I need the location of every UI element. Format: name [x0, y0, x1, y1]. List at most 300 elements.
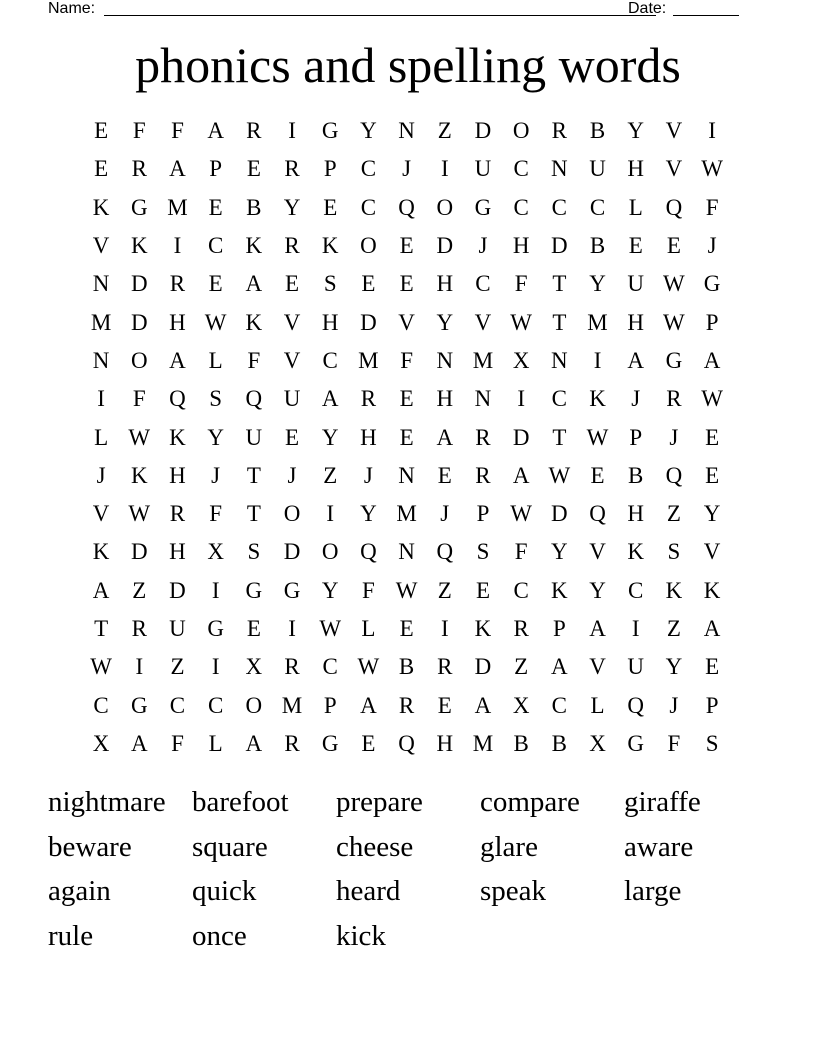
- grid-letter[interactable]: O: [512, 118, 530, 144]
- grid-letter[interactable]: B: [246, 194, 262, 220]
- grid-letter[interactable]: E: [475, 577, 490, 603]
- grid-letter[interactable]: P: [629, 424, 643, 450]
- grid-letter[interactable]: J: [211, 462, 221, 488]
- grid-letter[interactable]: Z: [437, 118, 452, 144]
- grid-letter[interactable]: C: [513, 156, 529, 182]
- grid-letter[interactable]: L: [208, 347, 223, 373]
- grid-letter[interactable]: A: [360, 692, 377, 718]
- grid-letter[interactable]: F: [667, 730, 681, 756]
- grid-letter[interactable]: C: [207, 692, 224, 718]
- grid-letter[interactable]: H: [321, 309, 339, 335]
- grid-letter[interactable]: K: [245, 309, 263, 335]
- grid-letter[interactable]: F: [400, 347, 413, 373]
- grid-letter[interactable]: W: [395, 577, 418, 603]
- grid-letter[interactable]: C: [322, 347, 338, 373]
- grid-letter[interactable]: J: [669, 424, 679, 450]
- grid-letter[interactable]: X: [589, 730, 606, 756]
- grid-letter[interactable]: X: [207, 539, 224, 565]
- grid-letter[interactable]: B: [589, 118, 606, 144]
- grid-letter[interactable]: C: [93, 692, 109, 718]
- grid-letter[interactable]: Z: [437, 577, 452, 603]
- grid-letter[interactable]: N: [92, 347, 110, 373]
- grid-letter[interactable]: Z: [514, 654, 529, 680]
- grid-letter[interactable]: N: [474, 386, 492, 412]
- grid-letter[interactable]: H: [627, 156, 645, 182]
- grid-letter[interactable]: C: [628, 577, 644, 603]
- grid-letter[interactable]: D: [360, 309, 377, 335]
- grid-letter[interactable]: V: [589, 539, 606, 565]
- grid-letter[interactable]: T: [246, 501, 261, 527]
- grid-letter[interactable]: M: [167, 194, 188, 220]
- grid-letter[interactable]: K: [474, 616, 492, 641]
- grid-letter[interactable]: A: [703, 347, 721, 373]
- grid-letter[interactable]: E: [705, 462, 720, 488]
- grid-letter[interactable]: V: [283, 347, 301, 373]
- grid-letter[interactable]: D: [436, 233, 454, 259]
- grid-letter[interactable]: F: [171, 730, 184, 756]
- grid-letter[interactable]: E: [246, 156, 261, 182]
- grid-letter[interactable]: R: [169, 271, 186, 297]
- grid-letter[interactable]: G: [703, 271, 721, 297]
- grid-letter[interactable]: T: [552, 309, 567, 335]
- grid-letter[interactable]: R: [284, 156, 300, 182]
- grid-letter[interactable]: Q: [589, 501, 606, 527]
- grid-letter[interactable]: U: [627, 271, 645, 297]
- grid-letter[interactable]: V: [703, 539, 721, 565]
- grid-letter[interactable]: M: [90, 309, 112, 335]
- grid-letter[interactable]: E: [437, 462, 452, 488]
- grid-letter[interactable]: N: [398, 118, 415, 144]
- grid-letter[interactable]: H: [512, 233, 530, 259]
- grid-letter[interactable]: L: [94, 424, 109, 450]
- grid-letter[interactable]: B: [589, 233, 606, 259]
- grid-letter[interactable]: X: [512, 692, 530, 718]
- grid-letter[interactable]: F: [132, 386, 146, 412]
- grid-row: [82, 457, 731, 495]
- grid-letter[interactable]: E: [323, 194, 338, 220]
- grid-letter[interactable]: E: [437, 692, 452, 718]
- grid-letter[interactable]: V: [474, 309, 492, 335]
- grid-letter[interactable]: K: [92, 539, 110, 565]
- grid-letter[interactable]: C: [551, 194, 568, 220]
- grid-letter[interactable]: X: [92, 730, 110, 756]
- grid-letter[interactable]: H: [627, 501, 645, 527]
- word-list-item: cheese: [336, 830, 414, 863]
- grid-letter[interactable]: C: [513, 194, 529, 220]
- grid-letter[interactable]: U: [589, 156, 606, 182]
- grid-letter[interactable]: P: [705, 692, 719, 718]
- grid-letter[interactable]: I: [211, 654, 220, 680]
- grid-letter[interactable]: D: [474, 118, 492, 144]
- grid-letter[interactable]: Z: [170, 654, 185, 680]
- grid-letter[interactable]: E: [590, 462, 605, 488]
- grid-letter[interactable]: W: [90, 654, 112, 680]
- grid-letter[interactable]: K: [130, 462, 148, 488]
- grid-letter[interactable]: N: [398, 462, 415, 488]
- grid-letter[interactable]: D: [130, 309, 148, 335]
- grid-letter[interactable]: I: [593, 347, 602, 373]
- grid-letter[interactable]: F: [132, 118, 146, 144]
- grid-letter[interactable]: R: [513, 616, 529, 641]
- grid-letter[interactable]: H: [627, 309, 645, 335]
- grid-letter[interactable]: G: [245, 577, 263, 603]
- grid-letter[interactable]: I: [440, 156, 449, 182]
- grid-letter[interactable]: J: [631, 386, 641, 412]
- grid-letter[interactable]: A: [207, 118, 224, 144]
- grid-letter[interactable]: I: [440, 616, 449, 641]
- grid-letter[interactable]: Y: [283, 194, 301, 220]
- grid-letter[interactable]: J: [478, 233, 488, 259]
- grid-letter[interactable]: K: [169, 424, 186, 450]
- grid-letter[interactable]: V: [398, 309, 415, 335]
- grid-letter[interactable]: C: [589, 194, 606, 220]
- grid-letter[interactable]: C: [169, 692, 186, 718]
- grid-letter[interactable]: J: [363, 462, 373, 488]
- grid-row: [82, 342, 731, 380]
- grid-letter[interactable]: W: [128, 501, 151, 527]
- grid-letter[interactable]: M: [472, 730, 494, 756]
- grid-letter[interactable]: E: [399, 233, 414, 259]
- grid-letter[interactable]: K: [627, 539, 645, 565]
- grid-letter[interactable]: C: [322, 654, 338, 680]
- grid-letter[interactable]: A: [169, 347, 186, 373]
- grid-letter[interactable]: B: [513, 730, 529, 756]
- grid-letter[interactable]: O: [321, 539, 339, 565]
- grid-letter[interactable]: W: [510, 501, 533, 527]
- grid-letter[interactable]: Z: [666, 616, 681, 641]
- grid-letter[interactable]: A: [436, 424, 454, 450]
- grid-letter[interactable]: I: [97, 386, 105, 412]
- grid-letter[interactable]: G: [474, 194, 492, 220]
- grid-letter[interactable]: E: [94, 118, 109, 144]
- grid-letter[interactable]: A: [245, 730, 263, 756]
- grid-letter[interactable]: N: [551, 156, 568, 182]
- grid-letter[interactable]: T: [552, 424, 567, 450]
- grid-letter[interactable]: W: [319, 616, 342, 641]
- grid-letter[interactable]: D: [551, 501, 568, 527]
- grid-letter[interactable]: D: [169, 577, 186, 603]
- grid-letter[interactable]: K: [589, 386, 606, 412]
- grid-letter[interactable]: S: [323, 271, 337, 297]
- grid-letter[interactable]: F: [705, 194, 719, 220]
- grid-letter[interactable]: R: [398, 692, 415, 718]
- grid-letter[interactable]: H: [169, 539, 186, 565]
- grid-letter[interactable]: K: [92, 194, 110, 220]
- grid-letter[interactable]: D: [130, 539, 148, 565]
- grid-letter[interactable]: D: [512, 424, 530, 450]
- grid-letter[interactable]: C: [207, 233, 224, 259]
- grid-letter[interactable]: V: [665, 118, 683, 144]
- grid-letter[interactable]: B: [628, 462, 644, 488]
- grid-letter[interactable]: S: [209, 386, 223, 412]
- grid-letter[interactable]: M: [358, 347, 379, 373]
- grid-letter[interactable]: G: [321, 730, 339, 756]
- grid-letter[interactable]: W: [128, 424, 151, 450]
- grid-row: [82, 265, 731, 303]
- grid-letter[interactable]: Q: [169, 386, 186, 412]
- grid-letter[interactable]: C: [360, 194, 377, 220]
- grid-letter[interactable]: A: [130, 730, 148, 756]
- grid-letter[interactable]: W: [204, 309, 227, 335]
- grid-letter[interactable]: F: [514, 271, 528, 297]
- grid-letter[interactable]: A: [245, 271, 263, 297]
- grid-letter[interactable]: R: [666, 386, 682, 412]
- grid-letter[interactable]: E: [399, 386, 414, 412]
- grid-letter[interactable]: G: [130, 692, 148, 718]
- grid-letter[interactable]: S: [247, 539, 261, 565]
- grid-letter[interactable]: F: [514, 539, 528, 565]
- grid-letter[interactable]: Y: [665, 654, 683, 680]
- grid-letter[interactable]: V: [92, 233, 110, 259]
- grid-letter[interactable]: R: [475, 424, 491, 450]
- grid-letter[interactable]: F: [247, 347, 261, 373]
- grid-letter[interactable]: E: [361, 730, 376, 756]
- grid-letter[interactable]: N: [398, 539, 415, 565]
- grid-letter[interactable]: H: [169, 462, 186, 488]
- grid-letter[interactable]: O: [245, 692, 263, 718]
- grid-row: [82, 227, 731, 265]
- grid-letter[interactable]: J: [440, 501, 450, 527]
- grid-letter[interactable]: P: [705, 309, 719, 335]
- grid-letter[interactable]: M: [396, 501, 417, 527]
- grid-letter[interactable]: O: [436, 194, 454, 220]
- grid-letter[interactable]: R: [284, 654, 300, 680]
- grid-letter[interactable]: W: [663, 271, 685, 297]
- grid-letter[interactable]: J: [287, 462, 297, 488]
- grid-letter[interactable]: H: [169, 309, 186, 335]
- grid-row: [82, 112, 731, 150]
- grid-letter[interactable]: Q: [665, 194, 683, 220]
- grid-letter[interactable]: Y: [589, 577, 606, 603]
- grid-letter[interactable]: R: [169, 501, 186, 527]
- grid-letter[interactable]: G: [321, 118, 339, 144]
- grid-letter[interactable]: H: [360, 424, 377, 450]
- grid-letter[interactable]: Z: [666, 501, 681, 527]
- grid-letter[interactable]: F: [209, 501, 223, 527]
- grid-letter[interactable]: N: [92, 271, 110, 297]
- grid-letter[interactable]: J: [96, 462, 106, 488]
- grid-letter[interactable]: W: [510, 309, 533, 335]
- grid-letter[interactable]: I: [211, 577, 220, 603]
- grid-letter[interactable]: F: [362, 577, 375, 603]
- grid-letter[interactable]: Q: [398, 730, 415, 756]
- grid-letter[interactable]: H: [436, 730, 454, 756]
- grid-letter[interactable]: G: [627, 730, 645, 756]
- grid-letter[interactable]: D: [474, 654, 492, 680]
- grid-letter[interactable]: G: [665, 347, 683, 373]
- grid-letter[interactable]: P: [209, 156, 223, 182]
- grid-letter[interactable]: Y: [551, 539, 568, 565]
- grid-letter[interactable]: W: [663, 309, 685, 335]
- grid-letter[interactable]: N: [436, 347, 454, 373]
- grid-letter[interactable]: X: [245, 654, 263, 680]
- grid-letter[interactable]: O: [360, 233, 377, 259]
- grid-letter[interactable]: W: [586, 424, 609, 450]
- grid-letter[interactable]: Y: [436, 309, 454, 335]
- grid-letter[interactable]: R: [360, 386, 377, 412]
- grid-letter[interactable]: C: [513, 577, 529, 603]
- grid-letter[interactable]: Z: [132, 577, 147, 603]
- grid-letter[interactable]: G: [130, 194, 148, 220]
- grid-letter[interactable]: Q: [245, 386, 263, 412]
- grid-letter[interactable]: K: [551, 577, 568, 603]
- grid-row: [82, 150, 731, 188]
- grid-letter[interactable]: V: [283, 309, 301, 335]
- grid-letter[interactable]: P: [323, 692, 337, 718]
- grid-letter[interactable]: Q: [360, 539, 377, 565]
- grid-letter[interactable]: K: [321, 233, 339, 259]
- date-line[interactable]: [673, 15, 739, 16]
- grid-row: [82, 533, 731, 571]
- grid-letter[interactable]: A: [321, 386, 339, 412]
- grid-letter[interactable]: U: [169, 616, 186, 641]
- grid-letter[interactable]: I: [135, 654, 144, 680]
- grid-letter[interactable]: K: [245, 233, 263, 259]
- grid-letter[interactable]: P: [552, 616, 566, 641]
- grid-letter[interactable]: A: [512, 462, 530, 488]
- grid-letter[interactable]: P: [323, 156, 337, 182]
- grid-letter[interactable]: W: [357, 654, 380, 680]
- grid-letter[interactable]: Y: [360, 501, 377, 527]
- grid-letter[interactable]: R: [551, 118, 568, 144]
- grid-letter[interactable]: Z: [323, 462, 338, 488]
- grid-letter[interactable]: N: [551, 347, 568, 373]
- grid-letter[interactable]: E: [705, 654, 720, 680]
- grid-letter[interactable]: R: [284, 233, 300, 259]
- grid-letter[interactable]: I: [288, 118, 296, 144]
- grid-letter[interactable]: O: [283, 501, 301, 527]
- grid-letter[interactable]: Q: [436, 539, 454, 565]
- grid-letter[interactable]: E: [208, 271, 223, 297]
- name-line[interactable]: [104, 15, 656, 16]
- grid-letter[interactable]: Y: [321, 424, 339, 450]
- grid-letter[interactable]: D: [130, 271, 148, 297]
- grid-letter[interactable]: H: [436, 271, 454, 297]
- grid-letter[interactable]: Q: [398, 194, 415, 220]
- grid-letter[interactable]: S: [476, 539, 490, 565]
- grid-letter[interactable]: J: [707, 233, 717, 259]
- grid-letter[interactable]: S: [705, 730, 719, 756]
- grid-letter[interactable]: E: [666, 233, 681, 259]
- grid-letter[interactable]: D: [551, 233, 568, 259]
- grid-letter[interactable]: U: [627, 654, 645, 680]
- grid-letter[interactable]: I: [326, 501, 335, 527]
- grid-letter[interactable]: E: [361, 271, 376, 297]
- grid-letter[interactable]: R: [284, 730, 300, 756]
- grid-letter[interactable]: Y: [360, 118, 377, 144]
- grid-letter[interactable]: E: [246, 616, 261, 641]
- grid-letter[interactable]: V: [589, 654, 606, 680]
- grid-letter[interactable]: U: [283, 386, 301, 412]
- grid-letter[interactable]: R: [131, 156, 147, 182]
- grid-letter[interactable]: Y: [703, 501, 721, 527]
- grid-letter[interactable]: W: [548, 462, 571, 488]
- grid-letter[interactable]: Q: [627, 692, 645, 718]
- grid-letter[interactable]: J: [402, 156, 412, 182]
- grid-letter[interactable]: A: [92, 577, 110, 603]
- grid-letter[interactable]: E: [285, 271, 300, 297]
- grid-letter[interactable]: E: [628, 233, 643, 259]
- grid-letter[interactable]: B: [398, 654, 415, 680]
- grid-letter[interactable]: E: [399, 616, 414, 641]
- grid-letter[interactable]: C: [551, 386, 568, 412]
- grid-letter[interactable]: E: [399, 271, 414, 297]
- grid-letter[interactable]: K: [665, 577, 683, 603]
- grid-letter[interactable]: R: [475, 462, 491, 488]
- grid-letter[interactable]: I: [288, 616, 296, 641]
- grid-letter[interactable]: R: [131, 616, 147, 641]
- grid-letter[interactable]: K: [703, 577, 721, 603]
- grid-letter[interactable]: W: [701, 156, 723, 182]
- grid-letter[interactable]: V: [665, 156, 683, 182]
- grid-letter[interactable]: G: [283, 577, 301, 603]
- grid-letter[interactable]: L: [208, 730, 223, 756]
- grid-letter[interactable]: F: [171, 118, 184, 144]
- grid-letter[interactable]: Y: [589, 271, 606, 297]
- grid-letter[interactable]: Y: [207, 424, 224, 450]
- grid-letter[interactable]: E: [705, 424, 720, 450]
- grid-letter[interactable]: B: [551, 730, 568, 756]
- grid-row: [82, 686, 731, 724]
- grid-letter[interactable]: L: [361, 616, 376, 641]
- grid-letter[interactable]: A: [627, 347, 645, 373]
- grid-letter[interactable]: I: [173, 233, 182, 259]
- grid-letter[interactable]: R: [246, 118, 262, 144]
- grid-letter[interactable]: A: [703, 616, 721, 641]
- grid-letter[interactable]: H: [436, 386, 454, 412]
- grid-letter[interactable]: X: [512, 347, 530, 373]
- grid-letter[interactable]: T: [552, 271, 567, 297]
- grid-letter[interactable]: J: [669, 692, 679, 718]
- grid-letter[interactable]: U: [474, 156, 492, 182]
- grid-letter[interactable]: E: [94, 156, 109, 182]
- grid-letter[interactable]: K: [130, 233, 148, 259]
- grid-letter[interactable]: V: [92, 501, 110, 527]
- grid-letter[interactable]: U: [245, 424, 263, 450]
- grid-letter[interactable]: P: [476, 501, 490, 527]
- grid-letter[interactable]: A: [589, 616, 606, 641]
- grid-letter[interactable]: S: [667, 539, 681, 565]
- grid-letter[interactable]: T: [246, 462, 261, 488]
- grid-letter[interactable]: I: [517, 386, 525, 412]
- grid-letter[interactable]: Y: [321, 577, 339, 603]
- grid-letter[interactable]: T: [94, 616, 109, 641]
- grid-letter[interactable]: A: [169, 156, 186, 182]
- grid-letter[interactable]: Q: [665, 462, 683, 488]
- grid-letter[interactable]: M: [587, 309, 608, 335]
- grid-letter[interactable]: I: [631, 616, 640, 641]
- grid-letter[interactable]: I: [708, 118, 716, 144]
- grid-letter[interactable]: L: [590, 692, 605, 718]
- grid-letter[interactable]: Y: [627, 118, 645, 144]
- grid-letter[interactable]: C: [360, 156, 377, 182]
- grid-letter[interactable]: G: [207, 616, 224, 641]
- grid-letter[interactable]: E: [399, 424, 414, 450]
- grid-letter[interactable]: M: [472, 347, 494, 373]
- grid-letter[interactable]: M: [281, 692, 303, 718]
- grid-letter[interactable]: A: [474, 692, 492, 718]
- grid-letter[interactable]: C: [551, 692, 568, 718]
- grid-letter[interactable]: R: [437, 654, 453, 680]
- grid-letter[interactable]: D: [283, 539, 301, 565]
- grid-letter[interactable]: A: [551, 654, 568, 680]
- grid-letter[interactable]: C: [475, 271, 491, 297]
- grid-letter[interactable]: E: [208, 194, 223, 220]
- grid-letter[interactable]: O: [130, 347, 148, 373]
- grid-letter[interactable]: L: [628, 194, 643, 220]
- grid-letter[interactable]: E: [285, 424, 300, 450]
- grid-letter[interactable]: W: [701, 386, 723, 412]
